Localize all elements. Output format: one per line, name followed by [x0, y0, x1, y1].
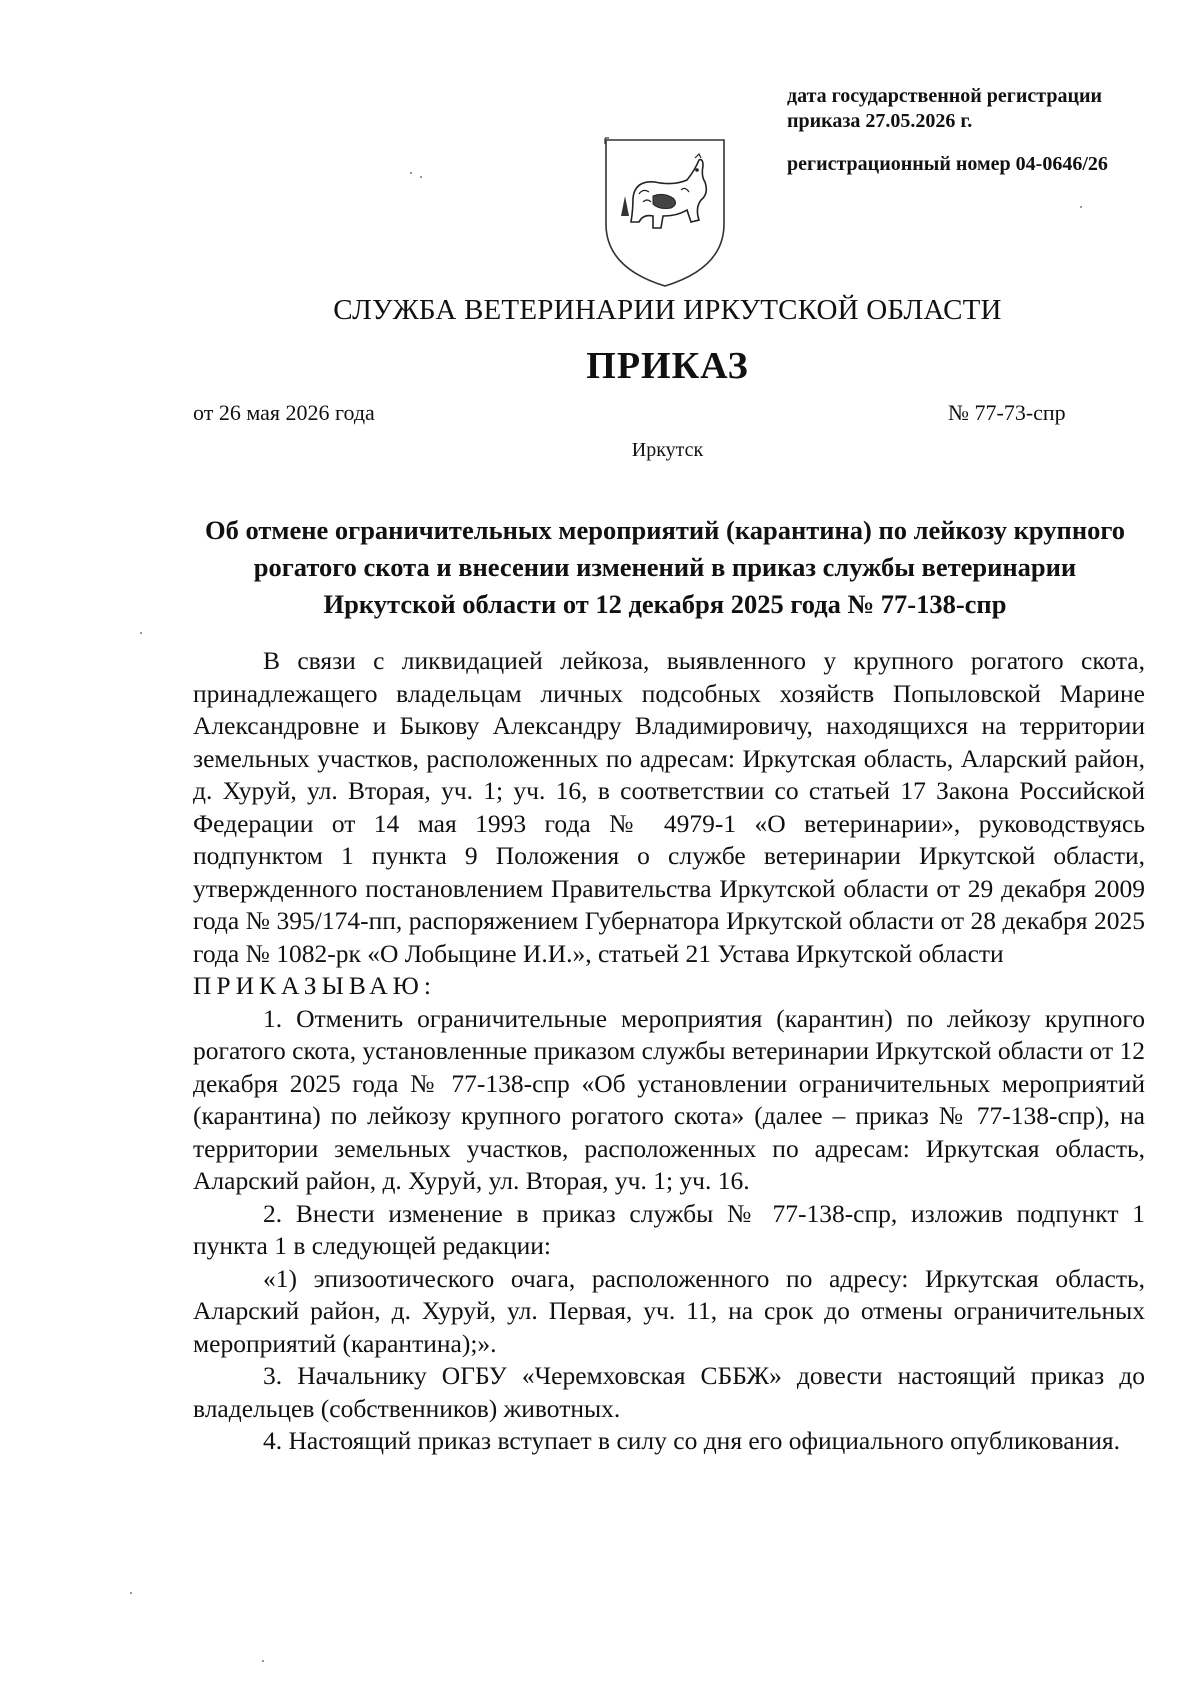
document-date: от 26 мая 2026 года [193, 400, 375, 425]
registration-block [787, 84, 1167, 177]
registration-number: регистрационный номер 04-0646/26 [787, 153, 1108, 175]
document-body [193, 645, 1145, 1458]
order-item-2-quote: «1) эпизоотического очага, расположенного по адресу: Иркутская область, Аларский район, д. Хуруй, ул. Первая, уч. 11, на срок до отмены ограничительных мероприятий (карантина);». [193, 1263, 1145, 1358]
order-word: ПРИКАЗЫВАЮ: [193, 971, 436, 1000]
order-item-4: 4. Настоящий приказ вступает в силу со дня его официального опубликования. [263, 1426, 1120, 1455]
registration-date-line1: дата государственной регистрации [787, 85, 1103, 107]
document-type: ПРИКАЗ [586, 345, 749, 387]
order-item-2: 2. Внести изменение в приказ службы № 77-138-спр, изложив подпункт 1 пункта 1 в следующей редакции: [193, 1198, 1145, 1260]
agency-name: СЛУЖБА ВЕТЕРИНАРИИ ИРКУТСКОЙ ОБЛАСТИ [333, 294, 1002, 326]
registration-date-line2: приказа 27.05.2026 г. [787, 110, 973, 132]
order-item-3: 3. Начальнику ОГБУ «Черемховская СББЖ» довести настоящий приказ до владельцев (собственников) животных. [193, 1361, 1145, 1423]
coat-of-arms-babr-icon [603, 136, 727, 288]
document-title: Об отмене ограничительных мероприятий (карантина) по лейкозу крупного рогатого скота и внесении изменений в приказ службы ветеринарии Иркутской области от 12 декабря 2025 года № 77-138-спр [205, 515, 1125, 619]
document-number: № 77-73-спр [948, 400, 1066, 425]
preamble-paragraph: В связи с ликвидацией лейкоза, выявленного у крупного рогатого скота, принадлежащего владельцам личных подсобных хозяйств Попыловской Марине Александровне и Быкову Александру Владимировичу, находящихся на территории земельных участков, расположенных по адресам: Иркутская область, Аларский район, д. Хуруй, ул. Вторая, уч. 1; уч. 16, в соответствии со статьей 17 Закона Российской Федерации от 14 мая 1993 года № 4979-1 «О ветеринарии», руководствуясь подпунктом 1 пункта 9 Положения о службе ветеринарии Иркутской области, утвержденного постановлением Правительства Иркутской области от 29 декабря 2009 года № 395/174-пп, распоряжением Губернатора Иркутской области от 28 декабря 2025 года № 1082-рк «О Лобыцине И.И.», статьей 21 Устава Иркутской области [193, 646, 1145, 968]
document-city: Иркутск [631, 439, 704, 461]
order-item-1: 1. Отменить ограничительные мероприятия (карантин) по лейкозу крупного рогатого скота, установленные приказом службы ветеринарии Иркутской области от 12 декабря 2025 года № 77-138-спр «Об установлении ограничительных мероприятий (карантина) по лейкозу крупного рогатого скота» (далее – приказ № 77-138-спр), на территории земельных участков, расположенных по адресам: Иркутская область, Аларский район, д. Хуруй, ул. Вторая, уч. 1; уч. 16. [193, 1003, 1145, 1195]
